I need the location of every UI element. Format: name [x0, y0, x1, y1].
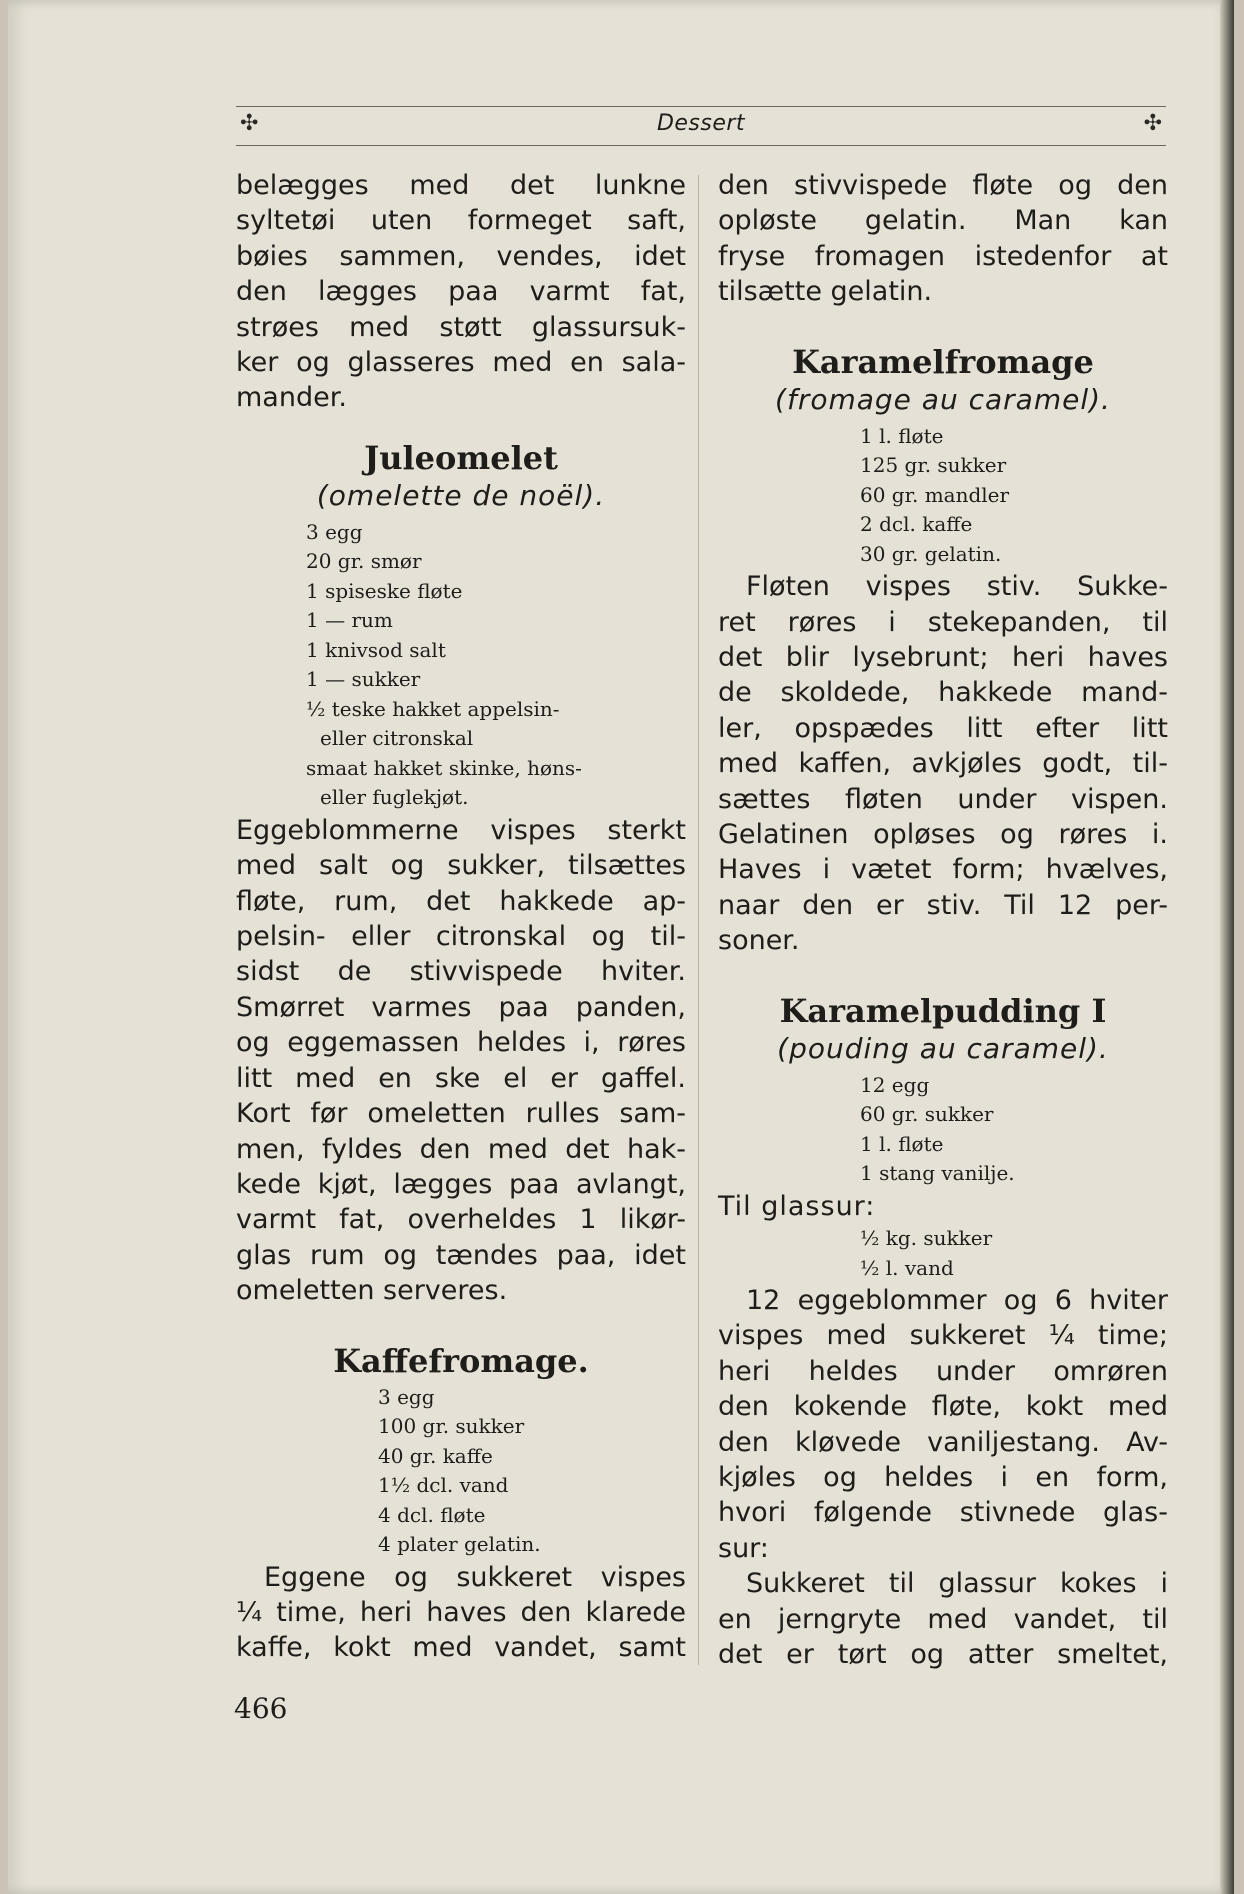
- text-line: en jerngryte med vandet, til: [718, 1603, 1168, 1635]
- recipe-text-karamelfromage: [718, 569, 1168, 958]
- text-line: ¼ time, heri haves den klarede: [236, 1596, 686, 1628]
- text-line: sur:: [718, 1532, 769, 1564]
- intro-paragraph: [236, 168, 686, 416]
- text-line: sættes fløten under vispen.: [718, 783, 1168, 815]
- text-line: tilsætte gelatin.: [718, 276, 933, 308]
- text-line: og eggemassen heldes i, røres: [236, 1027, 686, 1059]
- text-line: det er tørt og atter smeltet,: [718, 1639, 1168, 1671]
- text-line: Kort før omeletten rulles sam-: [236, 1098, 686, 1130]
- ingredient-item: 4 plater gelatin.: [378, 1532, 541, 1557]
- text-line: med kaffen, avkjøles godt, til-: [718, 748, 1168, 780]
- recipe-title-karamelfromage: Karamelfromage: [792, 342, 1094, 381]
- recipe-title-juleomelet: Juleomelet: [364, 438, 558, 477]
- text-line: 12 eggeblommer og 6 hviter: [746, 1285, 1168, 1316]
- ingredient-item: 1 l. fløte: [860, 423, 944, 448]
- text-line: soner.: [718, 925, 800, 957]
- text-line: kjøles og heldes i en form,: [718, 1462, 1168, 1494]
- recipe-subtitle-karamelfromage: (fromage au caramel).: [775, 382, 1111, 416]
- text-line: naar den er stiv. Til 12 per-: [718, 889, 1168, 921]
- recipe-text-kaffefromage: [236, 1560, 686, 1666]
- text-line: Haves i vætet form; hvælves,: [718, 854, 1168, 886]
- text-line: Smørret varmes paa panden,: [236, 991, 686, 1023]
- text-line: litt med en ske el er gaffel.: [236, 1062, 686, 1094]
- ingredient-item: 20 gr. smør: [306, 549, 422, 574]
- text-line: belægges med det lunkne: [236, 170, 686, 201]
- ingredient-list-karamelfromage: [718, 422, 1168, 570]
- recipe-subtitle-juleomelet: (omelette de noël).: [316, 478, 606, 512]
- text-line: ler, opspædes litt efter litt: [718, 712, 1168, 744]
- ingredient-item: eller citronskal: [320, 726, 474, 751]
- column-divider: [698, 175, 699, 1665]
- text-line: bøies sammen, vendes, idet: [236, 240, 686, 272]
- right-column: [718, 168, 1168, 1672]
- text-line: fløte, rum, det hakkede ap-: [236, 885, 686, 917]
- glassur-ingredient-list: [718, 1224, 1168, 1283]
- text-line: Fløten vispes stiv. Sukke-: [746, 571, 1168, 603]
- ingredient-item: 4 dcl. fløte: [378, 1502, 486, 1527]
- ingredient-item: 1 — rum: [306, 608, 393, 633]
- text-line: de skoldede, hakkede mand-: [718, 677, 1168, 709]
- ingredient-item: 40 gr. kaffe: [378, 1443, 493, 1468]
- ingredient-item: 100 gr. sukker: [378, 1414, 525, 1439]
- text-line: strøes med støtt glassursuk-: [236, 311, 686, 343]
- page-binding-edge: [1220, 0, 1234, 1894]
- ingredient-item: ½ l. vand: [860, 1255, 954, 1280]
- text-line: ret røres i stekepanden, til: [718, 606, 1168, 638]
- text-line: det blir lysebrunt; heri haves: [718, 641, 1168, 673]
- ingredient-item: eller fuglekjøt.: [320, 785, 469, 810]
- recipe-subtitle-karamelpudding: (pouding au caramel).: [777, 1031, 1109, 1065]
- ingredient-list-juleomelet: [236, 518, 686, 813]
- ingredient-list-karamelpudding: [718, 1071, 1168, 1189]
- text-line: kede kjøt, lægges paa avlangt,: [236, 1168, 686, 1200]
- ingredient-item: 60 gr. sukker: [860, 1102, 994, 1127]
- text-line: opløste gelatin. Man kan: [718, 205, 1168, 237]
- ingredient-item: 12 egg: [860, 1072, 930, 1097]
- recipe-text-juleomelet: [236, 813, 686, 1309]
- ingredient-item: 3 egg: [306, 519, 363, 544]
- text-line: pelsin- eller citronskal og til-: [236, 921, 686, 953]
- text-line: sidst de stivvispede hviter.: [236, 956, 686, 988]
- ingredient-item: 1 l. fløte: [860, 1131, 944, 1156]
- text-line: kaffe, kokt med vandet, samt: [236, 1632, 686, 1664]
- intro-paragraph-right: [718, 168, 1168, 310]
- text-line: heri heldes under omrøren: [718, 1355, 1168, 1387]
- ingredient-item: 1 knivsod salt: [306, 637, 446, 662]
- text-line: Sukkeret til glassur kokes i: [746, 1568, 1168, 1600]
- text-line: Gelatinen opløses og røres i.: [718, 818, 1168, 850]
- ingredient-item: 30 gr. gelatin.: [860, 541, 1002, 566]
- ingredient-item: 1 stang vanilje.: [860, 1161, 1015, 1186]
- ingredient-item: ½ teske hakket appelsin-: [306, 696, 560, 721]
- text-line: den lægges paa varmt fat,: [236, 276, 686, 308]
- text-line: Eggene og sukkeret vispes: [264, 1561, 686, 1593]
- text-line: hvori følgende stivnede glas-: [718, 1497, 1168, 1529]
- ingredient-item: 3 egg: [378, 1384, 435, 1409]
- text-line: omeletten serveres.: [236, 1275, 508, 1307]
- text-line: fryse fromagen istedenfor at: [718, 240, 1168, 272]
- book-page: [8, 0, 1234, 1894]
- text-line: glas rum og tændes paa, idet: [236, 1239, 686, 1271]
- ingredient-item: 1½ dcl. vand: [378, 1473, 509, 1498]
- text-line: varmt fat, overheldes 1 likør-: [236, 1204, 686, 1236]
- header-title: Dessert: [656, 111, 746, 136]
- text-line: mander.: [236, 382, 347, 414]
- recipe-text-karamelpudding: [718, 1283, 1168, 1672]
- left-column: [236, 168, 686, 1666]
- ingredient-item: smaat hakket skinke, høns-: [306, 755, 582, 780]
- text-line: den kokende fløte, kokt med: [718, 1391, 1168, 1423]
- page-number: 466: [234, 1692, 288, 1725]
- ingredient-item: 1 spiseske fløte: [306, 578, 463, 603]
- text-line: syltetøi uten formeget saft,: [236, 205, 686, 237]
- ingredient-list-kaffefromage: [236, 1383, 686, 1560]
- text-line: Eggeblommerne vispes sterkt: [236, 814, 686, 846]
- recipe-title-kaffefromage: Kaffefromage.: [333, 1341, 589, 1380]
- ingredient-item: 2 dcl. kaffe: [860, 512, 973, 537]
- recipe-title-karamelpudding: Karamelpudding I: [779, 991, 1107, 1030]
- ingredient-item: ½ kg. sukker: [860, 1226, 993, 1250]
- ingredient-item: 1 — sukker: [306, 667, 421, 692]
- text-line: med salt og sukker, tilsættes: [236, 850, 686, 882]
- text-line: den kløvede vaniljestang. Av-: [718, 1426, 1168, 1458]
- ornament-left-icon: ✣: [240, 111, 259, 136]
- running-header: [236, 106, 1166, 146]
- ingredient-item: 125 gr. sukker: [860, 453, 1007, 478]
- glassur-label: Til glassur:: [718, 1190, 876, 1222]
- ingredient-item: 60 gr. mandler: [860, 482, 1010, 507]
- text-line: den stivvispede fløte og den: [718, 170, 1168, 201]
- text-line: vispes med sukkeret ¼ time;: [718, 1320, 1168, 1352]
- ornament-right-icon: ✣: [1143, 111, 1162, 136]
- text-line: ker og glasseres med en sala-: [236, 347, 686, 379]
- text-line: men, fyldes den med det hak-: [236, 1133, 686, 1165]
